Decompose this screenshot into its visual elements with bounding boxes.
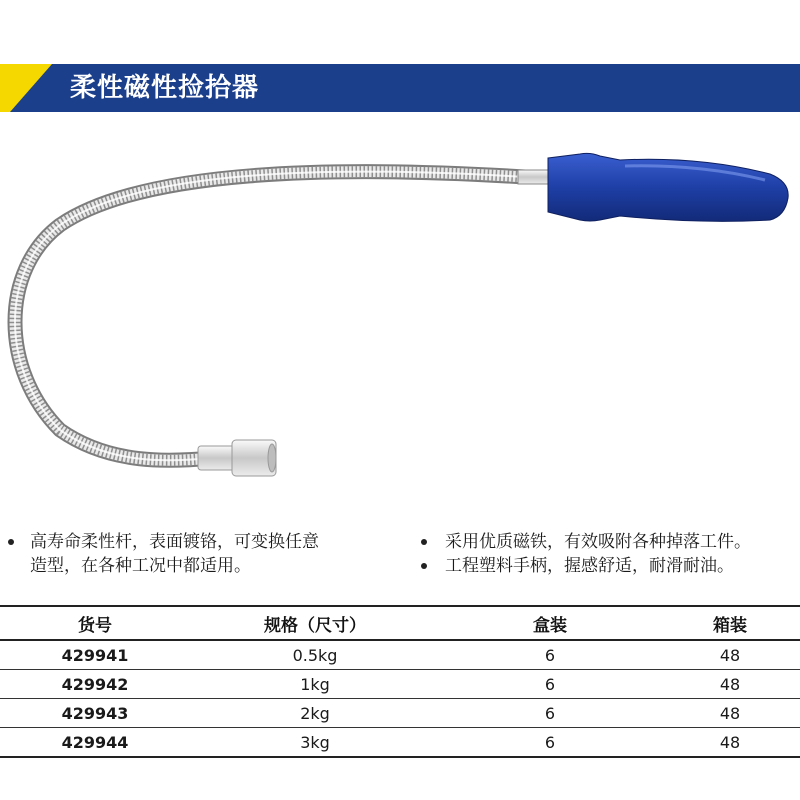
table-header-row	[0, 606, 800, 640]
item-no-cell: 429944	[0, 728, 190, 758]
table-row	[0, 699, 800, 728]
box-qty-cell: 6	[440, 699, 660, 728]
bullet-icon	[421, 539, 427, 545]
feature-line: 工程塑料手柄，握感舒适，耐滑耐油。	[445, 556, 734, 576]
feature-line: 高寿命柔性杆，表面镀铬，可变换任意	[30, 532, 319, 552]
carton-qty-cell: 48	[660, 699, 800, 728]
feature-item	[415, 530, 800, 554]
flexible-magnetic-pickup-tool-image	[0, 140, 800, 490]
feature-list	[0, 530, 800, 590]
item-no-cell: 429941	[0, 640, 190, 670]
spec-cell: 3kg	[190, 728, 440, 758]
item-no-cell: 429942	[0, 670, 190, 699]
item-no-cell: 429943	[0, 699, 190, 728]
column-header-carton-qty: 箱装	[660, 606, 800, 640]
flexible-shaft	[15, 172, 525, 461]
carton-qty-cell: 48	[660, 640, 800, 670]
feature-column-left	[0, 530, 400, 578]
feature-item	[0, 530, 400, 578]
page-title: 柔性磁性捡拾器	[70, 73, 260, 103]
product-image	[0, 140, 800, 490]
box-qty-cell: 6	[440, 728, 660, 758]
carton-qty-cell: 48	[660, 670, 800, 699]
table-row	[0, 670, 800, 699]
carton-qty-cell: 48	[660, 728, 800, 758]
feature-column-right	[415, 530, 800, 578]
spec-cell: 1kg	[190, 670, 440, 699]
box-qty-cell: 6	[440, 640, 660, 670]
handle-ferrule	[518, 170, 550, 184]
feature-line: 造型，在各种工况中都适用。	[30, 556, 251, 576]
column-header-item-no: 货号	[0, 606, 190, 640]
spec-table	[0, 605, 800, 758]
box-qty-cell: 6	[440, 670, 660, 699]
blue-handle	[548, 153, 788, 221]
column-header-box-qty: 盒装	[440, 606, 660, 640]
feature-item	[415, 554, 800, 578]
bullet-icon	[421, 563, 427, 569]
table-row	[0, 728, 800, 758]
spec-cell: 0.5kg	[190, 640, 440, 670]
bullet-icon	[8, 539, 14, 545]
magnetic-tip-collar	[198, 446, 236, 470]
spec-cell: 2kg	[190, 699, 440, 728]
title-banner	[0, 64, 800, 112]
feature-line: 采用优质磁铁，有效吸附各种掉落工件。	[445, 532, 751, 552]
column-header-spec: 规格（尺寸）	[190, 606, 440, 640]
table-row	[0, 640, 800, 670]
